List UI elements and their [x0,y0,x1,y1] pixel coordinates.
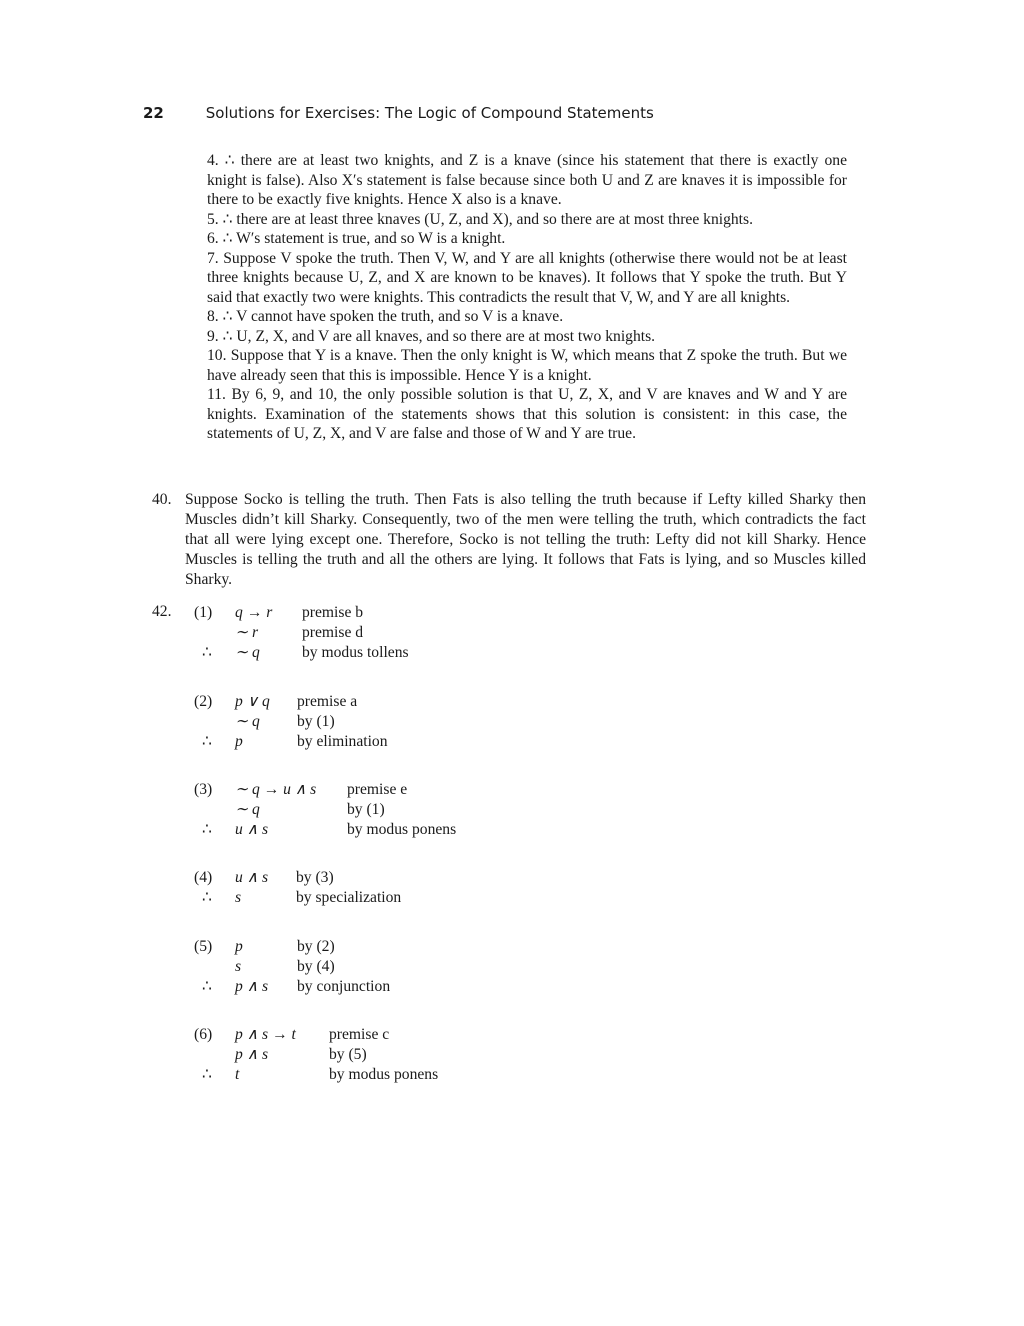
justification: by (2) [297,938,335,955]
justification: premise d [302,624,364,641]
justification: premise b [302,604,364,621]
derivation-number: (1) [194,604,213,621]
logic-expression: u ∧ s [235,821,269,838]
exercise-label: 42. [152,603,172,620]
logic-expression: s [235,889,242,906]
justification: by conjunction [297,978,391,995]
logic-expression: p [235,733,243,750]
derivation-number: (6) [194,1026,213,1043]
solution-step: 6. ∴ W′s statement is true, and so W is a knight. [207,230,506,247]
logic-expression: p ∨ q [235,693,270,710]
solution-step: 10. Suppose that Y is a knave. Then the only knight is W, which means that Z spoke the truth. But we have already seen that this is impossible. Hence Y is a knight. [207,347,847,384]
logic-expression: t [235,1066,240,1083]
justification: by (4) [297,958,335,975]
justification: by (1) [347,801,385,818]
derivation-number: (5) [194,938,213,955]
therefore-symbol: ∴ [202,978,212,995]
solution-step: 5. ∴ there are at least three knaves (U, Z, and X), and so there are at most three knights. [207,210,753,228]
solution-step: 4. ∴ there are at least two knights, and Z is a knave (since his statement that there is exactly one knight is false). Also X′s statement is false because since both U and Z are knaves it is impossible for there to be exactly five knights. Hence X also is a knave. [207,152,847,208]
logic-expression: p ∧ s [235,1046,269,1063]
therefore-symbol: ∴ [202,889,212,906]
logic-expression: ∼ q [235,801,260,818]
solution-step: 9. ∴ U, Z, X, and V are all knaves, and so there are at most two knights. [207,327,656,345]
exercise-39-continued [207,151,847,444]
justification: by (1) [297,713,335,730]
logic-expression: p [235,938,243,955]
justification: premise e [347,781,408,798]
solution-step: 7. Suppose V spoke the truth. Then V, W, and Y are all knights (otherwise there would not be at least three knights because U, Z, and X are known to be knaves). It follows that Y spoke the truth. But Y said that exactly two were knights. This contradicts the result that V, W, and Y are all knights. [207,249,847,306]
logic-expression: p ∧ s → t [235,1026,296,1043]
justification: by (5) [329,1046,367,1063]
therefore-symbol: ∴ [202,821,212,838]
logic-expression: p ∧ s [235,978,269,995]
justification: by modus ponens [347,821,457,838]
derivation-number: (2) [194,693,213,710]
solution-step: 8. ∴ V cannot have spoken the truth, and so V is a knave. [207,308,564,325]
exercise-text: Suppose Socko is telling the truth. Then Fats is also telling the truth because if Lefty killed Sharky then Muscles didn’t kill Sharky. Consequently, two of the men were telling the truth, which contradicts the fact that all were lying except one. Therefore, Socko is not telling the truth: Lefty did not kill Sharky. Hence Muscles is telling the truth and all the others are lying. It follows that Fats is lying, and so Muscles killed Sharky. [185,491,866,588]
logic-expression: u ∧ s [235,869,269,886]
justification: premise a [297,693,358,710]
justification: by specialization [296,889,402,906]
therefore-symbol: ∴ [202,644,212,661]
derivation-number: (4) [194,869,213,886]
logic-expression: ∼ r [235,624,259,641]
solution-step: 11. By 6, 9, and 10, the only possible solution is that U, Z, X, and V are knaves and W and Y are knights. Examination of the statements shows that this solution is consistent: in this case, the statements of U, Z, X, and V are false and those of W and Y are true. [207,386,847,442]
justification: by elimination [297,733,388,750]
justification: premise c [329,1026,390,1043]
logic-expression: q → r [235,604,273,621]
logic-expression: s [235,958,242,975]
page-header [143,104,883,122]
chapter-title: Solutions for Exercises: The Logic of Compound Statements [205,104,654,122]
logic-expression: ∼ q → u ∧ s [235,781,317,798]
exercise-label: 40. [152,491,172,508]
derivation-number: (3) [194,781,213,798]
therefore-symbol: ∴ [202,1066,212,1083]
logic-expression: ∼ q [235,713,260,730]
justification: by modus ponens [329,1066,439,1083]
justification: by modus tollens [302,644,409,661]
therefore-symbol: ∴ [202,733,212,750]
exercise-40 [152,490,866,590]
logic-expression: ∼ q [235,644,260,661]
justification: by (3) [296,869,334,886]
page-number: 22 [143,104,164,122]
